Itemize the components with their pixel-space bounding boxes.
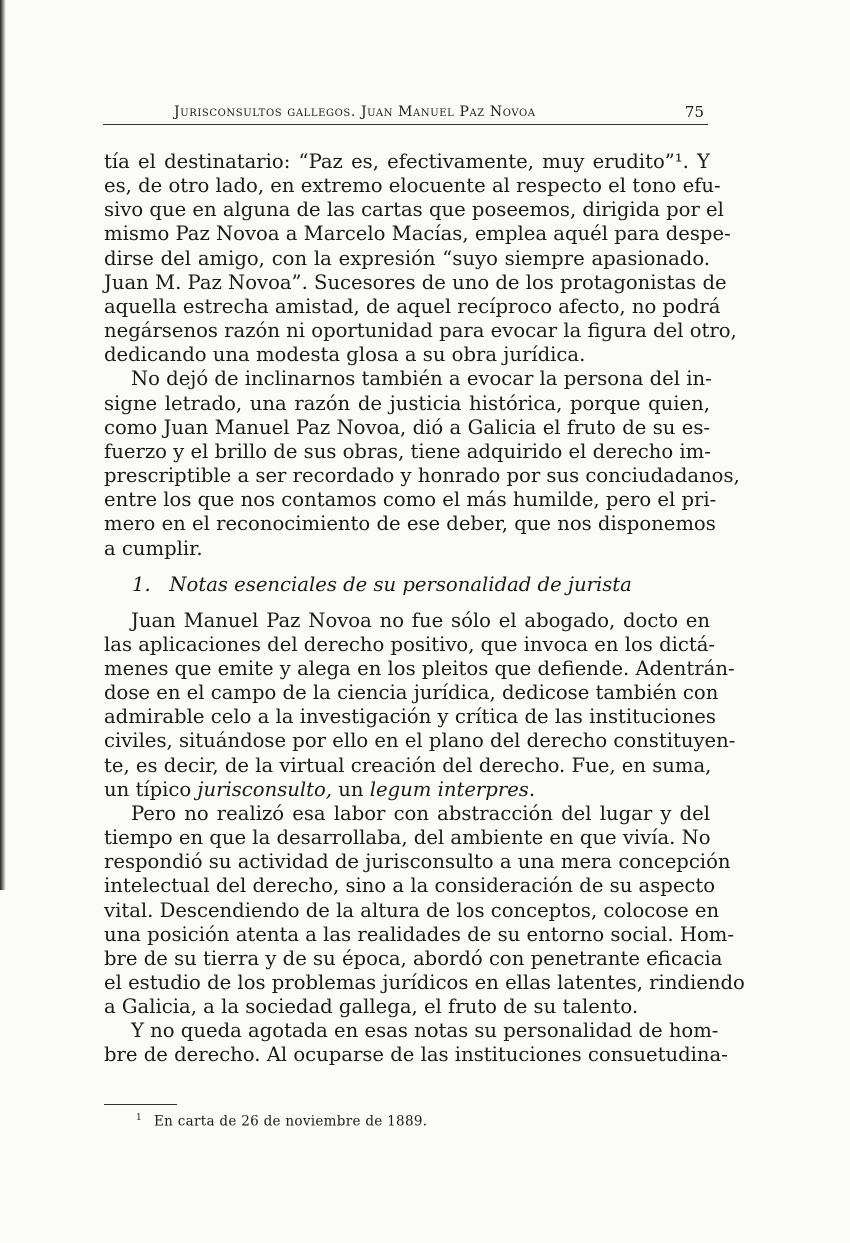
text-line: mero en el reconocimiento de ese deber, que nos disponemos <box>104 512 716 536</box>
text-line: las aplicaciones del derecho positivo, que invoca en los dictá- <box>104 632 716 656</box>
footnote-text: En carta de 26 de noviembre de 1889. <box>154 1113 428 1130</box>
running-head-title: Jurisconsultos gallegos. Juan Manuel Paz Novoa <box>174 104 536 120</box>
paragraph-2 <box>104 367 740 560</box>
text-line: te, es decir, de la virtual creación del derecho. Fue, en suma, <box>104 753 712 777</box>
text-line: fuerzo y el brillo de sus obras, tiene adquirido el derecho im- <box>104 439 711 463</box>
text-line: menes que emite y alega en los pleitos que defiende. Adentrán- <box>104 656 735 680</box>
text-line: tía el destinatario: “Paz es, efectivamente, muy erudito”¹. Y <box>104 150 710 173</box>
running-head <box>103 98 708 125</box>
text-run: un típico <box>104 777 198 801</box>
text-line: intelectual del derecho, sino a la consideración de su aspecto <box>104 874 716 898</box>
text-line: es, de otro lado, en extremo elocuente al respecto el tono efu- <box>104 174 721 198</box>
section-title: Notas esenciales de su personalidad de jurista <box>169 572 632 596</box>
text-line: bre de derecho. Al ocuparse de las instituciones consuetudina- <box>104 1043 728 1067</box>
text-line: a Galicia, a la sociedad gallega, el fruto de su talento. <box>104 995 639 1019</box>
text-line: a cumplir. <box>104 536 203 560</box>
text-line: aquella estrecha amistad, de aquel recíproco afecto, no podrá <box>104 294 721 318</box>
text-run: . <box>528 777 536 801</box>
text-line: signe letrado, una razón de justicia histórica, porque quien, <box>104 391 710 415</box>
text-line: Pero no realizó esa labor con abstracción del lugar y del <box>131 801 710 825</box>
footnote-mark: 1 <box>136 1113 143 1123</box>
text-line: respondió su actividad de jurisconsulto a una mera concepción <box>104 850 731 874</box>
paragraph-5 <box>104 1019 728 1067</box>
text-line: negársenos razón ni oportunidad para evocar la figura del otro, <box>104 319 737 343</box>
text-line: mismo Paz Novoa a Marcelo Macías, emplea aquél para despe- <box>104 222 731 246</box>
text-line: bre de su tierra y de su época, abordó con penetrante eficacia <box>104 946 723 970</box>
text-line: dose en el campo de la ciencia jurídica, dedicose también con <box>104 681 719 705</box>
text-line: entre los que nos contamos como el más humilde, pero el pri- <box>104 488 717 512</box>
text-line: civiles, situándose por ello en el plano del derecho constituyen- <box>104 729 736 753</box>
text-line: dirse del amigo, con la expresión “suyo siempre apasionado. <box>104 246 710 270</box>
text-line: prescriptible a ser recordado y honrado por sus conciudadanos, <box>104 464 740 488</box>
text-line: admirable celo a la investigación y crítica de las instituciones <box>104 705 716 729</box>
text-line: Y no queda agotada en esas notas su personalidad de hom- <box>131 1019 719 1043</box>
footnote <box>136 1113 427 1130</box>
text-run: un <box>332 777 370 801</box>
text-line <box>104 778 710 802</box>
text-line: una posición atenta a las realidades de su entorno social. Hom- <box>104 922 734 946</box>
italic-term: legum interpres <box>369 777 529 801</box>
text-line: Juan M. Paz Novoa”. Sucesores de uno de los protagonistas de <box>104 270 727 294</box>
page-number: 75 <box>684 103 704 121</box>
text-line: sivo que en alguna de las cartas que poseemos, dirigida por el <box>104 198 724 222</box>
body-text <box>104 150 745 1068</box>
section-number: 1. <box>132 572 151 596</box>
italic-term: jurisconsulto, <box>197 777 333 801</box>
text-line: el estudio de los problemas jurídicos en ellas latentes, rindiendo <box>104 971 745 994</box>
paragraph-1 <box>104 150 737 367</box>
text-line: No dejó de inclinarnos también a evocar la persona del in- <box>131 367 712 391</box>
paragraph-3 <box>104 608 736 802</box>
page-edge-shadow <box>0 0 6 890</box>
footnote-divider <box>104 1104 177 1105</box>
text-line: dedicando una modesta glosa a su obra jurídica. <box>104 343 586 367</box>
text-line: vital. Descendiendo de la altura de los conceptos, colocose en <box>104 898 720 922</box>
section-heading <box>104 561 710 609</box>
text-line: tiempo en que la desarrollaba, del ambiente en que vivía. No <box>104 826 711 850</box>
paragraph-4 <box>104 801 745 1019</box>
text-line: como Juan Manuel Paz Novoa, dió a Galicia el fruto de su es- <box>104 415 710 439</box>
text-line: Juan Manuel Paz Novoa no fue sólo el abogado, docto en <box>131 608 710 632</box>
